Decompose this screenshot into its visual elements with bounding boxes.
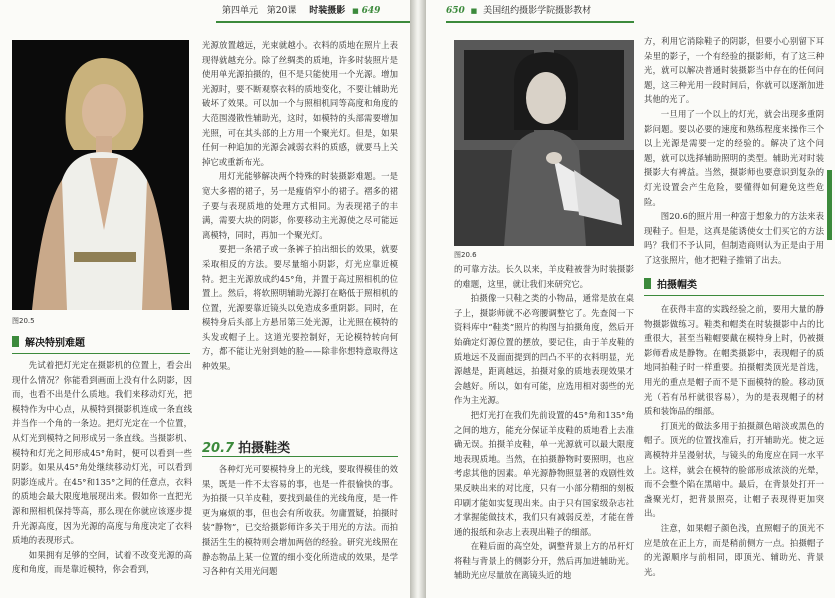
right-page <box>426 0 835 598</box>
section-title: 拍摄鞋类 <box>238 441 291 456</box>
right-col-right-text <box>644 34 824 268</box>
chapter-edge-tab <box>827 170 832 240</box>
section-number: 20.7 <box>202 441 235 456</box>
paragraph: 的可靠方法。长久以来，羊皮鞋被誉为时装摄影的难题，这里，就让我们来研究它。 <box>454 264 634 289</box>
paragraph: 方，利用它消除鞋子的阴影，但要小心别留下耳朵里的影子，一个有经验的摄影师，有了这三种光，就可以解决普通时装摄影当中存在的任何问题，这三种光用一段时间后，你就可以逐渐加进其他的光了。 <box>644 36 824 105</box>
section-title: 拍摄帽类 <box>657 280 697 291</box>
header-topic: 时装摄影 <box>309 6 346 16</box>
paragraph: 一旦用了一个以上的灯光，就会出现多重阴影问题。要以必要的速度和熟练程度来操作三个以上光源是需要一定的经验的。解决了这个问题，就可以选择辅助照明的类型。辅助光对时装摄影大有裨益。当然，摄影师也要意识到复杂的灯光设置会产生危险，要懂得如何避免这些危险。 <box>644 108 824 207</box>
header-chapter: 第四单元 <box>222 6 259 16</box>
left-page <box>0 0 410 598</box>
paragraph: 要把一条裙子或一条裤子拍出细长的效果，就要采取相反的方法。要尽量缩小阴影，灯光应靠近模特。把主光源放成约45°角，并置于高过照相机的位置上。然后，将软照明辅助光源打在略低于照相机的位置，光源要靠近镜头以免造成多重阴影。同时，在模特身后头部上方悬吊第三处光源，让光照在模特的头发或帽子上。这道光要控制好，无论模特转向何方，都不能让光射到她的脸——除非你想特意取得这种效果。 <box>202 244 398 372</box>
paragraph: 先试着把灯光定在摄影机的位置上，看会出现什么情况？你能看到画面上没有什么阴影，因而，也看不出是什么质地。我们来移动灯光，把模特作为中心点，从模特到摄影机连成一条直线并当作一个角的一条边。把灯光定在一个位置，从灯光到模特之间形成另一条直线。当摄影机、模特和灯光之间形成45°角时，便可以看到一些阴影。如果从45°角处继续移动灯光，可以看到阴影连成片。在45°和135°之间的任意点，衣料的质地会最大限度地展现出来。假如你一直把光源和照相机保持等高，那么现在你就应该逐步提升光源高度，因为光源的高度与角度决定了衣料质地的表现形式。 <box>12 360 192 546</box>
section-heading <box>12 336 85 351</box>
left-col-left-text <box>12 358 192 577</box>
section-marker <box>12 336 19 347</box>
section-rule <box>644 295 824 296</box>
figure-caption: 图20.5 <box>12 317 35 325</box>
header-marker: ■ <box>352 6 359 15</box>
paragraph: 光源放置越远，光束就越小。衣料的质地在照片上表现得就越充分。除了丝绸类的质地，许多时装照片是使用单光源拍摄的，但不是只能使用一个光源。增加光源时，要不断观察衣料的质地变化，不要让辅助光破坏了效果。可以加一个与照相机同等高度和角度的大范围漫散性辅助光，这时，如模特的头部需要增加光照，可在其头部的上方用一个聚光灯。但是，如果任何一种追加的光源会减弱衣料的质感，就要马上关掉它或重新布光。 <box>202 40 398 167</box>
page-number: 650 <box>446 6 465 16</box>
fashion-photo-figure-20-5 <box>12 40 189 310</box>
right-header <box>446 2 591 20</box>
section-heading-20-7 <box>202 437 290 456</box>
paragraph: 拍摄像一只鞋之类的小物品，通常是放在桌子上，摄影师就不必弯腰调整它了。先查阅一下资料库中“鞋类”照片的构图与拍摄角度，然后开始确定灯源位置的摆放，要记住，由于羊皮鞋的质地远不及面面提到的凹凸不平的衣料明显，光源越是，距离越远，拍摄对象的质地表现效果才会越好。所以，如有可能，应选用相对弱些的光作为主光源。 <box>454 293 634 406</box>
paragraph: 把灯光打在我们先前设置的45°角和135°角之间的地方，能充分保证羊皮鞋的质地看上去准确无误。拍摄羊皮鞋，单一光源就可以最大限度地表现质地。当然，在拍摄静物时要照明，也应考虑其他的因素。单光源静物照显著的戏剧性效果反映出来的对比度，只有一小部分精细的刻板印刷才能如实复现出来。由于只有国家级杂志社才掌握能做技术，我们只有减弱反差，才能在普通的报纸和杂志上表现出鞋子的细部。 <box>454 409 634 537</box>
header-lesson: 第20课 <box>266 6 297 16</box>
section-title: 解决特别难题 <box>25 338 85 349</box>
left-col-right-text-2 <box>202 462 398 579</box>
left-header <box>222 2 380 20</box>
section-rule <box>12 353 190 354</box>
right-col-right-text-2 <box>644 302 824 579</box>
section-marker <box>644 278 651 289</box>
paragraph: 如果拥有足够的空间，试着不改变光源的高度和角度，而是靠近模特，你会看到， <box>12 549 192 575</box>
figure-caption: 图20.6 <box>454 251 477 259</box>
page-number: 649 <box>361 6 381 16</box>
paragraph: 各种灯光可要模特身上的光线，要取得模佳的效果，既是一件不太容易的事，也是一件很愉快的事。为拍摄一只羊皮鞋，要找到最佳的光线角度，是一件更为麻烦的事，但也会有所收获。勿庸置疑，拍摄时装“静物”，已交给摄影师许多关于用光的方法。而拍摄活生生的模特则会增加两倍的经验。研究光线照在静态物品上某一位置的细小变化所造成的效果，是学习各种有关用光问题 <box>202 464 398 577</box>
section-rule <box>202 456 398 457</box>
header-marker: ■ <box>470 6 478 15</box>
section-heading <box>644 278 697 293</box>
paragraph: 注意，如果帽子颜色浅，直照帽子的顶光不应是放在正上方，而是稍前侧方一点。拍摄帽子的光源顺序与前相同，即顶光、辅助光、背景光。 <box>644 522 824 577</box>
header-book-title: 美国纽约摄影学院摄影教材 <box>483 6 592 16</box>
left-col-right-text <box>202 38 398 374</box>
header-rule <box>446 21 634 23</box>
paragraph: 在鞋后面的高空处，调整背景上方的吊杆灯将鞋与背景上的侧影分开，然后再加进辅助光。辅助光应尽量放在离镜头近的地 <box>454 541 634 581</box>
book-spine <box>410 0 426 598</box>
paragraph: 打顶光的做法多用于拍摄颜色暗淡或黑色的帽子。顶光的位置找准后，打开辅助光。使之远离模特并呈漫射状，与镜头的角度应在同一水平上。这样，就会在模特的脸部形成浓淡的光晕，而不会整个陷在黑暗中。最后，在背景处打开一盏聚光灯，把背景照亮，让帽子表现得更加突出。 <box>644 420 824 519</box>
fashion-photo-figure-20-6 <box>454 40 634 246</box>
paragraph: 用灯光能够解决两个特殊的时装摄影难题。一是宽大多褶的裙子，另一是瘦俏窄小的裙子。褶多的裙子要与表现质地的处理方式相同。为表现裙子的丰满，需要大块的阴影，你要移动主光源使之尽可能远离模特，同时，再加一个聚光灯。 <box>202 171 398 240</box>
paragraph: 在获得丰富的实践经验之前，要用大量的静物摄影做练习。鞋类和帽类在时装摄影中占的比重很大，甚至当鞋帽要戴在模特身上时，仍被摄影师看成是静物。在帽类摄影中，表现帽子的质地同拍鞋子时一样重要。拍摄帽类顶光是首选，用光的重点是帽子而不是下面模特的脸。移动顶光（若有吊杆就很容易），为的是表现帽子的材质和装饰品的细部。 <box>644 304 824 417</box>
right-col-left-text <box>454 262 634 583</box>
header-rule <box>216 21 410 23</box>
paragraph: 图20.6的照片用一种富于想象力的方法来表现鞋子。但是，这真是能诱使女士们买它的方法吗？我们不予认同，但制造商则认为正是由于用了这张照片，他才把鞋子推销了出去。 <box>644 211 824 265</box>
